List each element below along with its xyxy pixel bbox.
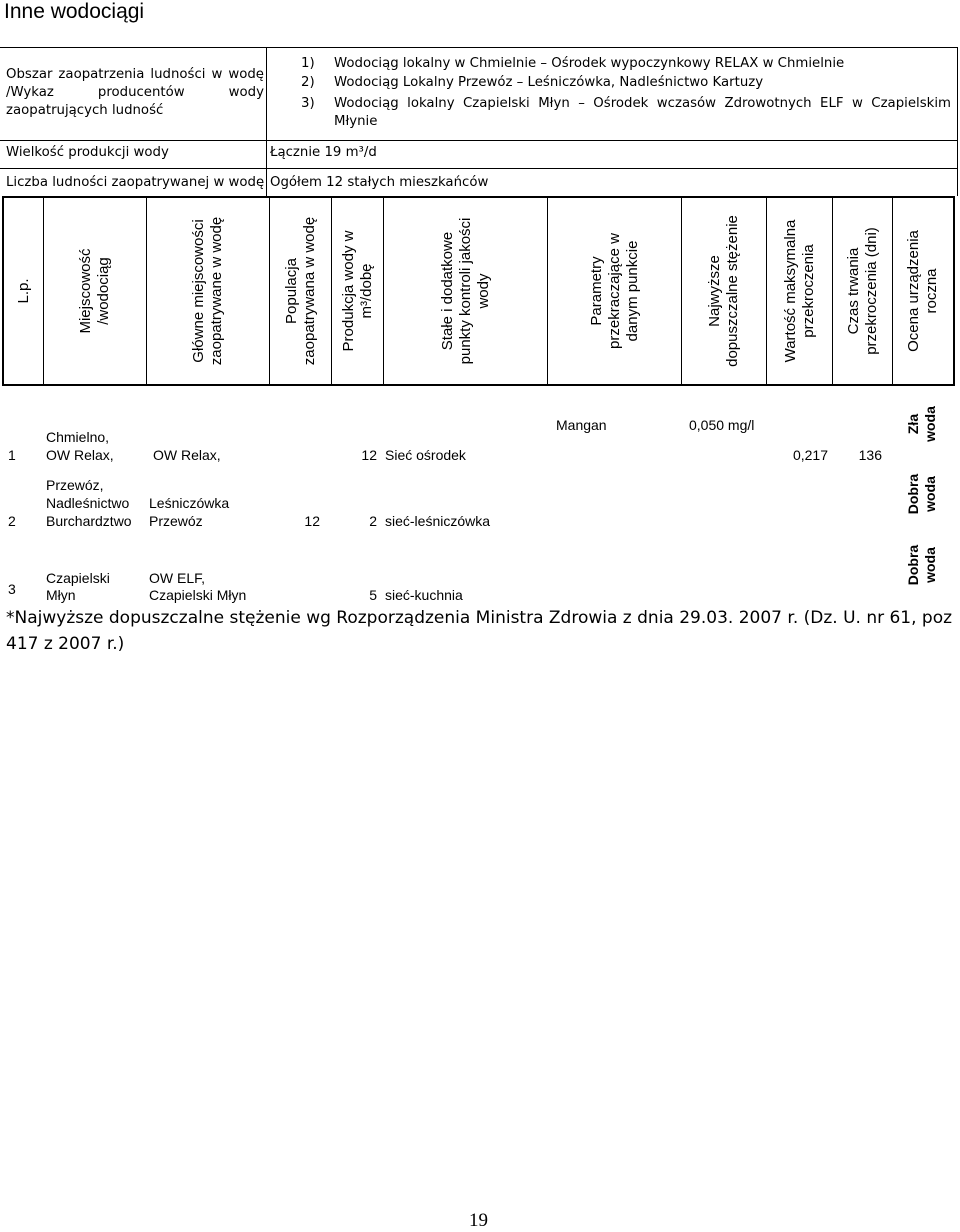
row-place: Burchardztwo	[46, 513, 132, 529]
row-max-value: 0,217	[792, 447, 828, 463]
row-place: Nadleśnictwo	[46, 495, 130, 511]
header-cell: Ocena urządzenia roczna	[905, 230, 940, 352]
supply-item-num: 2)	[301, 75, 315, 90]
row-main-places: Czapielski Młyn	[149, 587, 247, 603]
row-production: 12	[361, 447, 377, 463]
rating-line: Dobra	[905, 473, 921, 515]
header-cell: Główne miejscowości zaopatrywane w wodę	[190, 216, 225, 366]
row-place: OW Relax,	[46, 447, 114, 463]
row-place: Czapielski	[46, 570, 110, 586]
row-main-places: Leśniczówka	[149, 495, 230, 511]
row-limit: 0,050 mg/l	[689, 417, 755, 433]
rating-line: woda	[922, 406, 938, 442]
row-control-points: Sieć ośrodek	[385, 447, 466, 463]
header-cell: Wartość maksymalna przekroczenia	[781, 219, 817, 363]
row-control-points: sieć-kuchnia	[385, 587, 463, 603]
supply-area-label: Obszar zaopatrzenia ludności w wodę /Wykaz producentów wody zaopatrujących ludność	[6, 67, 264, 118]
supply-item-text: Wodociąg lokalny Czapielski Młyn – Ośrodek wczasów Zdrowotnych ELF w Czapielskim Młynie	[334, 96, 951, 129]
header-cell: Parametry przekraczające w danym punkcie	[587, 233, 641, 349]
row-main-places: OW ELF,	[149, 570, 206, 586]
header-cell: Stałe i dodatkowe punkty kontroli jakości wody	[438, 217, 492, 365]
supply-item-num: 3)	[301, 96, 315, 111]
supply-item-num: 1)	[301, 56, 315, 71]
production-value: Łącznie 19 m³/d	[270, 145, 377, 160]
header-cell: Najwyższe dopuszczalne stężenie	[706, 215, 741, 367]
rating-line: Dobra	[905, 544, 921, 586]
supply-item-text: Wodociąg lokalny w Chmielnie – Ośrodek wypoczynkowy RELAX w Chmielnie	[334, 56, 845, 71]
row-place: Młyn	[46, 587, 76, 603]
supply-item-text: Wodociąg Lokalny Przewóz – Leśniczówka, Nadleśnictwo Kartuzy	[334, 75, 764, 90]
rating-line: woda	[922, 547, 938, 583]
population-value: Ogółem 12 stałych mieszkańców	[270, 175, 489, 190]
header-cell: Miejscowość /wodociąg	[77, 248, 112, 334]
row-control-points: sieć-leśniczówka	[385, 513, 491, 529]
footnote: *Najwyższe dopuszczalne stężenie wg Rozporządzenia Ministra Zdrowia z dnia 29.03. 2007 r. (Dz. U. nr 61, poz 417 z 2007 r.)	[6, 608, 953, 654]
row-main-places: OW Relax,	[153, 447, 221, 463]
table-header	[2, 196, 955, 386]
production-label: Wielkość produkcji wody	[6, 145, 169, 160]
row-lp: 1	[8, 447, 16, 463]
row-place: Chmielno,	[46, 429, 110, 445]
row-production: 2	[369, 513, 377, 529]
rating-line: Zła	[905, 413, 921, 435]
row-lp: 3	[8, 581, 16, 597]
header-cell: Czas trwania przekroczenia (dni)	[844, 227, 880, 355]
header-cell: Produkcja wody w m³/dobę	[339, 230, 375, 352]
row-place: Przewóz,	[46, 477, 104, 493]
header-cell: Populacja zaopatrywana w wodę	[282, 216, 318, 366]
supply-info-table	[0, 47, 958, 196]
page-number: 19	[469, 1210, 488, 1231]
row-days: 136	[858, 447, 882, 463]
row-parameter: Mangan	[556, 417, 607, 433]
row-population: 12	[304, 513, 320, 529]
rating-line: woda	[922, 476, 938, 512]
header-cell: L.p.	[14, 278, 32, 304]
population-label: Liczba ludności zaopatrywanej w wodę	[6, 175, 265, 190]
row-main-places: Przewóz	[149, 513, 203, 529]
section-title: Inne wodociągi	[4, 0, 145, 23]
row-lp: 2	[8, 513, 16, 529]
row-production: 5	[369, 587, 377, 603]
